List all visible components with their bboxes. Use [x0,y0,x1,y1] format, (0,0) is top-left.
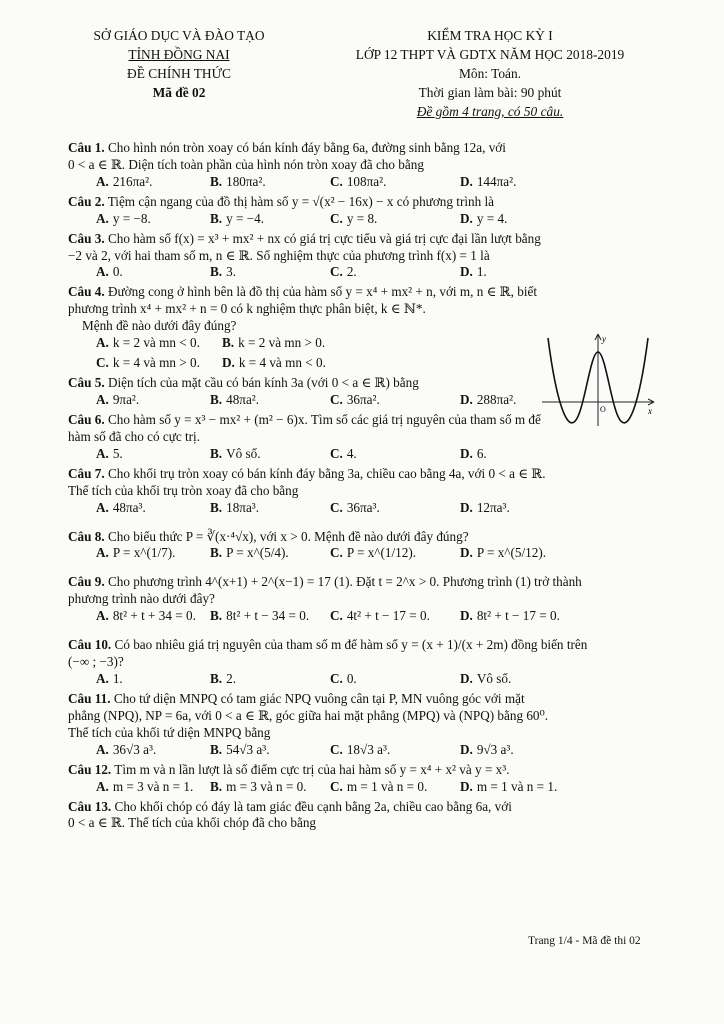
option-text: 2. [226,671,236,687]
header-right [300,26,680,121]
question-line [68,529,662,546]
option-text: P = x^(5/4). [226,545,289,561]
answer-option[interactable] [330,264,357,281]
answer-option[interactable] [460,742,514,759]
option-text: y = −4. [226,210,265,226]
answer-option[interactable] [96,608,196,625]
option-key: A. [96,608,109,624]
question-text: Cho khối trụ tròn xoay có bán kính đáy bằng 3a, chiều cao bằng 4a, với 0 < a ∈ ℝ. [107,465,546,481]
option-text: 6. [476,445,487,461]
option-text: 9πa². [112,392,140,408]
option-key: A. [96,499,109,515]
question-text: Tìm m và n lần lượt là số điểm cực trị của hai hàm số y = x⁴ + x² và y = x³. [114,761,510,777]
answer-option[interactable] [330,500,380,517]
exam-class-year: LỚP 12 THPT VÀ GDTX NĂM HỌC 2018-2019 [355,47,625,63]
answer-option[interactable] [210,446,261,463]
page-footer: Trang 1/4 - Mã đề thi 02 [528,935,641,947]
question-line [68,654,662,671]
question-line [68,762,662,779]
answer-option[interactable] [460,545,546,562]
question-line [68,284,662,301]
question-text: Đường cong ở hình bên là đồ thị của hàm số y = x⁴ + mx² + n, với m, n ∈ ℝ, biết [107,284,538,300]
exam-title: KIỂM TRA HỌC KỲ I [427,28,553,43]
option-key: B. [210,499,223,515]
answer-option[interactable] [222,335,325,352]
option-text: P = x^(1/12). [346,545,417,561]
option-key: D. [460,545,473,561]
answer-options [82,211,662,228]
option-key: A. [96,741,109,757]
answer-option[interactable] [210,742,270,759]
answer-option[interactable] [222,355,326,372]
option-text: 3. [226,264,236,280]
question-item [68,628,662,688]
option-text: y = −8. [112,210,151,226]
question-label: Câu 9. [68,574,105,590]
option-text: 18√3 a³. [346,741,391,757]
option-key: B. [210,173,223,189]
option-text: 18πa³. [226,499,260,515]
question-label: Câu 6. [68,412,105,428]
answer-option[interactable] [210,545,289,562]
question-text: 0 < a ∈ ℝ. Thể tích của khối chóp đã cho bằng [68,815,317,831]
option-text: 108πa². [346,173,387,189]
option-text: 12πa³. [476,499,510,515]
option-key: A. [96,445,109,461]
option-text: 36√3 a³. [112,741,157,757]
question-text: Tiệm cận ngang của đồ thị hàm số y = √(x² − 16x) − x có phương trình là [107,193,494,209]
question-item [68,565,662,625]
option-text: 4t² + t − 17 = 0. [346,608,430,624]
option-text: y = 4. [476,210,508,226]
answer-options [82,779,662,796]
answer-option[interactable] [210,671,236,688]
answer-option[interactable] [96,174,152,191]
question-text: Có bao nhiêu giá trị nguyên của tham số m để hàm số y = (x + 1)/(x + 2m) đồng biến trên [114,637,588,653]
answer-option[interactable] [460,211,507,228]
question-text: Cho khối chóp có đáy là tam giác đều cạnh bằng 2a, chiều cao bằng 6a, với [114,798,512,814]
question-line [68,140,662,157]
option-text: 9√3 a³. [476,741,514,757]
question-line [68,429,662,446]
answer-options [82,264,662,281]
option-text: P = x^(1/7). [112,545,176,561]
graph-x-label: x [648,406,652,416]
answer-option[interactable] [210,608,309,625]
answer-option[interactable] [96,446,123,463]
option-key: C. [330,173,343,189]
answer-option[interactable] [460,392,516,409]
option-key: A. [96,335,109,351]
answer-option[interactable] [330,742,390,759]
question-text: phương trình x⁴ + mx² + n = 0 có k nghiệm thực phân biệt, k ∈ ℕ*. [68,301,426,317]
question-label: Câu 3. [68,230,105,246]
answer-option[interactable] [460,174,516,191]
option-text: Vô số. [226,445,261,461]
option-key: C. [330,741,343,757]
option-text: y = 8. [346,210,378,226]
question-label: Câu 4. [68,284,105,300]
question-item [68,799,662,833]
option-text: 8t² + t − 34 = 0. [226,608,310,624]
option-text: k = 4 và mn > 0. [112,355,200,371]
answer-options [82,174,662,191]
option-text: 8t² + t + 34 = 0. [112,608,196,624]
option-key: C. [330,445,343,461]
question-item [68,140,662,191]
answer-options [82,671,662,688]
question-label: Câu 8. [68,528,105,544]
option-key: C. [330,778,343,794]
quartic-graph [538,330,658,430]
answer-option[interactable] [96,500,146,517]
question-line [68,248,662,265]
answer-option[interactable] [96,264,123,281]
subject: Môn: Toán. [458,66,522,82]
option-text: 36πa². [346,392,380,408]
answer-option[interactable] [330,392,380,409]
option-key: B. [210,778,223,794]
option-text: P = x^(5/12). [476,545,547,561]
option-text: 2. [346,264,357,280]
option-key: D. [460,671,473,687]
option-key: A. [96,264,109,280]
question-line [68,799,662,816]
option-text: 144πa². [476,173,517,189]
question-line [68,301,662,318]
answer-option[interactable] [330,174,386,191]
answer-options [82,545,662,562]
option-key: D. [460,499,473,515]
option-text: k = 4 và mn < 0. [238,355,326,371]
question-text: Cho hình nón tròn xoay có bán kính đáy bằng 6a, đường sinh bằng 12a, với [107,140,506,155]
question-item [68,691,662,759]
answer-options [82,742,662,759]
question-text: Cho hàm số f(x) = x³ + mx² + nx có giá trị cực tiểu và giá trị cực đại lần lượt bằng [107,230,541,246]
answer-option[interactable] [96,392,139,409]
question-line [68,157,662,174]
answer-option[interactable] [460,264,487,281]
option-key: B. [222,335,235,351]
question-line [68,708,662,725]
option-text: m = 1 và n = 1. [476,778,558,794]
option-key: D. [460,210,473,226]
option-key: A. [96,210,109,226]
option-key: C. [330,545,343,561]
question-label: Câu 1. [68,140,105,155]
header-left [64,26,294,102]
option-key: C. [96,355,109,371]
question-item [68,231,662,282]
option-text: 5. [112,445,123,461]
question-label: Câu 12. [68,761,112,777]
answer-option[interactable] [96,742,156,759]
question-text: Cho tứ diện MNPQ có tam giác NPQ vuông cân tại P, MN vuông góc với mặt [113,691,525,707]
option-key: B. [210,608,223,624]
answer-option[interactable] [460,500,510,517]
page-count-note: Đề gồm 4 trang, có 50 câu. [416,104,564,120]
department-name: SỞ GIÁO DỤC VÀ ĐÀO TẠO [93,28,265,43]
option-key: C. [330,264,343,280]
question-list [68,140,662,832]
option-key: D. [460,608,473,624]
option-key: C. [330,608,343,624]
answer-option[interactable] [330,779,427,796]
answer-option[interactable] [210,264,236,281]
question-item [68,762,662,796]
option-text: Vô số. [476,671,512,687]
option-text: 8t² + t − 17 = 0. [476,608,560,624]
official-label: ĐỀ CHÍNH THỨC [127,66,231,82]
question-item [68,194,662,228]
question-text: Cho phương trình 4^(x+1) + 2^(x−1) = 17 (1). Đặt t = 2^x > 0. Phương trình (1) trở thành [107,574,582,590]
option-key: B. [210,264,223,280]
question-line [68,637,662,654]
option-key: B. [210,741,223,757]
answer-options [82,500,662,517]
answer-option[interactable] [330,446,357,463]
option-key: C. [330,392,343,408]
option-text: 0. [112,264,123,280]
answer-option[interactable] [210,211,264,228]
option-key: B. [210,671,223,687]
option-key: C. [330,499,343,515]
question-text: −2 và 2, với hai tham số m, n ∈ ℝ. Số nghiệm thực của phương trình f(x) = 1 là [68,247,490,263]
answer-option[interactable] [96,671,123,688]
answer-option[interactable] [210,392,259,409]
option-text: 1. [476,264,487,280]
option-key: A. [96,173,109,189]
option-text: 48πa². [226,392,260,408]
answer-option[interactable] [96,545,175,562]
option-text: m = 3 và n = 1. [112,778,194,794]
question-label: Câu 10. [68,637,112,653]
question-line [68,194,662,211]
province-name: TỈNH ĐỒNG NAI [128,47,230,63]
answer-option[interactable] [330,545,416,562]
question-line [68,815,662,832]
option-text: 4. [346,445,357,461]
exam-code: Mã đề 02 [152,85,206,101]
answer-option[interactable] [330,608,430,625]
question-text: Thể tích của khối trụ tròn xoay đã cho bằng [68,482,299,498]
question-text: Thể tích của khối tứ diện MNPQ bằng [68,724,271,740]
option-text: k = 2 và mn > 0. [238,335,326,351]
option-text: m = 3 và n = 0. [226,778,307,794]
question-label: Câu 7. [68,465,105,481]
answer-option[interactable] [96,211,151,228]
answer-option[interactable] [330,671,357,688]
option-text: 54√3 a³. [226,741,270,757]
option-key: B. [210,445,223,461]
option-text: 36πa³. [346,499,380,515]
question-item [68,466,662,517]
question-text: (−∞ ; −3)? [68,654,124,670]
option-key: B. [210,392,223,408]
answer-option[interactable] [210,500,259,517]
question-text: phương trình nào dưới đây? [68,591,215,607]
answer-option[interactable] [460,671,511,688]
option-key: D. [460,445,473,461]
question-line [68,691,662,708]
question-text: Mệnh đề nào dưới đây đúng? [82,318,237,334]
question-text: Cho biểu thức P = ∛(x·⁴√x), với x > 0. Mệnh đề nào dưới đây đúng? [107,528,469,544]
option-key: A. [96,392,109,408]
option-key: D. [222,355,235,371]
option-text: 48πa³. [112,499,146,515]
answer-option[interactable] [460,446,487,463]
option-key: D. [460,392,473,408]
question-text: 0 < a ∈ ℝ. Diện tích toàn phần của hình nón tròn xoay đã cho bằng [68,156,424,172]
answer-option[interactable] [460,608,560,625]
question-label: Câu 11. [68,691,111,707]
option-text: 288πa². [476,392,517,408]
question-line [68,231,662,248]
option-text: 1. [112,671,123,687]
question-line [68,725,662,742]
option-text: m = 1 và n = 0. [346,778,428,794]
question-text: hàm số đã cho có cực trị. [68,428,201,444]
option-key: C. [330,671,343,687]
answer-option[interactable] [210,174,266,191]
question-line [68,574,662,591]
answer-option[interactable] [460,779,557,796]
question-line [68,591,662,608]
answer-option[interactable] [96,779,193,796]
option-key: D. [460,741,473,757]
option-key: D. [460,264,473,280]
question-label: Câu 2. [68,193,105,209]
option-text: 216πa². [112,173,153,189]
option-key: D. [460,173,473,189]
answer-option[interactable] [210,779,307,796]
option-key: B. [210,210,223,226]
question-label: Câu 5. [68,375,105,391]
option-key: C. [330,210,343,226]
answer-options [82,446,662,463]
option-text: k = 2 và mn < 0. [112,335,200,351]
answer-options [82,608,662,625]
option-key: A. [96,671,109,687]
question-item [68,520,662,563]
option-text: 180πa². [226,173,266,189]
question-line [68,466,662,483]
answer-option[interactable] [330,211,377,228]
option-key: D. [460,778,473,794]
answer-option[interactable] [96,355,200,372]
option-text: 0. [346,671,357,687]
option-key: B. [210,545,223,561]
time-limit: Thời gian làm bài: 90 phút [418,85,562,101]
question-text: Cho hàm số y = x³ − mx² + (m² − 6)x. Tìm số các giá trị nguyên của tham số m để [107,412,541,428]
graph-origin-label: O [600,405,606,414]
answer-option[interactable] [96,335,200,352]
question-text: phẳng (NPQ), NP = 6a, với 0 < a ∈ ℝ, góc giữa hai mặt phẳng (MPQ) và (NPQ) bằng 60⁰. [68,707,549,723]
question-text: Diện tích của mặt cầu có bán kính 3a (với 0 < a ∈ ℝ) bằng [107,375,419,391]
question-label: Câu 13. [68,798,112,814]
graph-y-label: y [602,334,606,344]
option-key: A. [96,778,109,794]
option-key: A. [96,545,109,561]
question-line [68,483,662,500]
